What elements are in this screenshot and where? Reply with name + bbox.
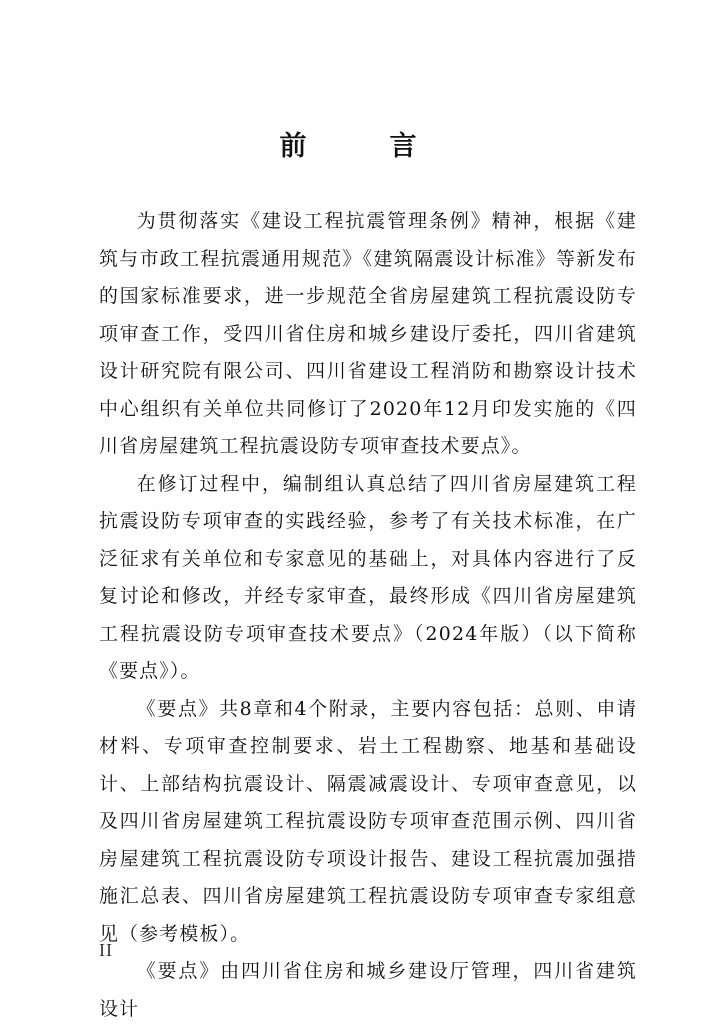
preface-body	[99, 203, 637, 1028]
paragraph-4: 《要点》由四川省住房和城乡建设厅管理，四川省建筑设计	[99, 960, 637, 1020]
page-title: 前 言	[279, 131, 445, 162]
paragraph-3: 《要点》共8章和4个附录，主要内容包括：总则、申请材料、专项审查控制要求、岩土工程勘察、地基和基础设计、上部结构抗震设计、隔震减震设计、专项审查意见，以及四川省房屋建筑工程抗震设防专项审查范围示例、四川省房屋建筑工程抗震设防专项设计报告、建设工程抗震加强措施汇总表、四川省房屋建筑工程抗震设防专项审查专家组意见（参考模板）。	[99, 697, 637, 945]
page-number: II	[99, 940, 113, 960]
paragraph-1: 为贯彻落实《建设工程抗震管理条例》精神，根据《建筑与市政工程抗震通用规范》《建筑隔震设计标准》等新发布的国家标准要求，进一步规范全省房屋建筑工程抗震设防专项审查工作，受四川省住房和城乡建设厅委托，四川省建筑设计研究院有限公司、四川省建设工程消防和勘察设计技术中心组织有关单位共同修订了2020年12月印发实施的《四川省房屋建筑工程抗震设防专项审查技术要点》。	[99, 210, 637, 457]
paragraph-2: 在修订过程中，编制组认真总结了四川省房屋建筑工程抗震设防专项审查的实践经验，参考了有关技术标准，在广泛征求有关单位和专家意见的基础上，对具体内容进行了反复讨论和修改，并经专家审查，最终形成《四川省房屋建筑工程抗震设防专项审查技术要点》（2024年版）（以下简称《要点》）。	[99, 472, 637, 682]
